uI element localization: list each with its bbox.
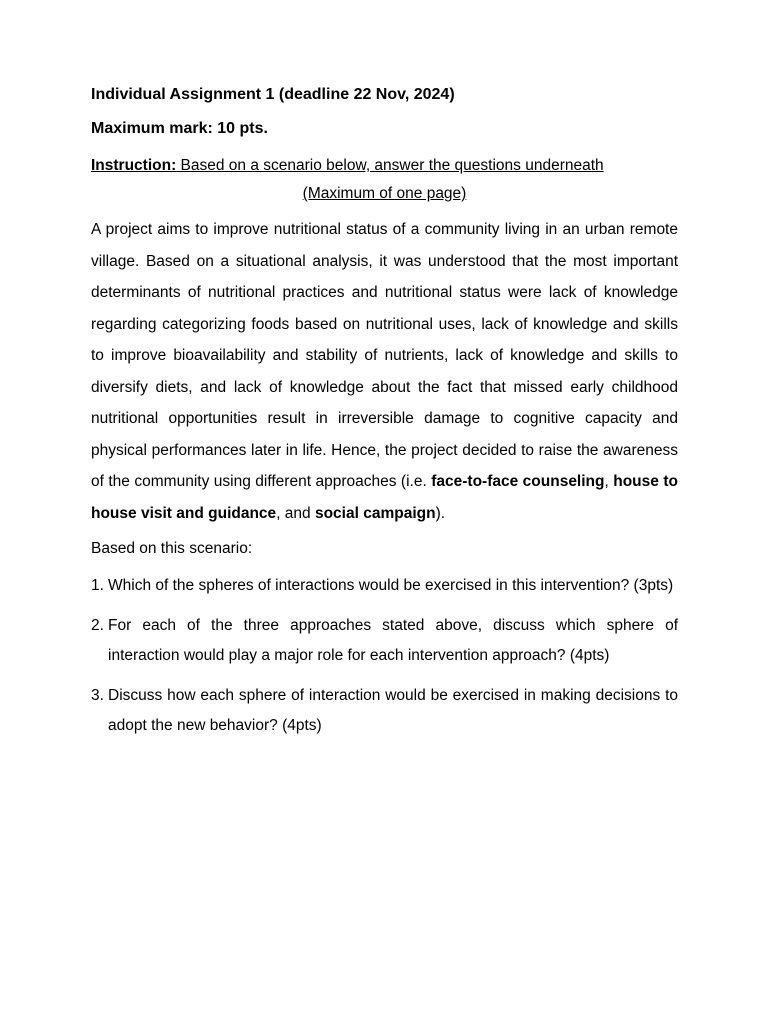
assignment-page (91, 86, 678, 751)
approach-social-campaign: social campaign (314, 504, 436, 522)
maximum-mark: Maximum mark: 10 pts. (91, 120, 268, 137)
question-text: For each of the three approaches stated above, discuss which sphere of interaction would play a major role for each intervention approach? (4pts) (108, 617, 678, 664)
question-text: Discuss how each sphere of interaction would be exercised in making decisions to adopt the new behavior? (4pts) (108, 687, 678, 734)
scenario-paragraph (91, 214, 678, 529)
questions-lead: Based on this scenario: (91, 540, 253, 557)
approach-house-visit: house to house visit and guidance (91, 473, 678, 522)
question-number: 2. (91, 617, 104, 634)
question-item (91, 571, 678, 601)
scenario-text: A project aims to improve nutritional status of a community living in an urban remote village. Based on a situational analysis, it was understood that the most important determinants of nutritional practices and nutritional status were lack of knowledge regarding categorizing foods based on nutritional uses, lack of knowledge and skills to improve bioavailability and stability of nutrients, lack of knowledge and skills to diversify diets, and lack of knowledge about the fact that missed early childhood nutritional opportunities result in irreversible damage to cognitive capacity and physical performances later in life. Hence, the project decided to raise the awareness of the community using different approaches (i.e. (91, 221, 678, 490)
instruction (91, 152, 678, 208)
assignment-title: Individual Assignment 1 (deadline 22 Nov, 2024) (91, 86, 455, 103)
question-text: Which of the spheres of interactions would be exercised in this intervention? (3pts) (108, 577, 674, 594)
question-item (91, 611, 678, 671)
scenario-separator-2: , and (276, 504, 315, 522)
instruction-label: Instruction: (91, 157, 177, 174)
question-number: 3. (91, 687, 104, 704)
instruction-page-limit: (Maximum of one page) (302, 185, 467, 202)
instruction-text: Based on a scenario below, answer the questions underneath (176, 157, 604, 174)
question-item (91, 681, 678, 741)
scenario-separator-1: , (604, 473, 614, 490)
scenario-end: ). (435, 504, 446, 522)
questions-list (91, 571, 678, 741)
approach-face-to-face: face-to-face counseling (431, 473, 605, 490)
question-number: 1. (91, 577, 104, 594)
